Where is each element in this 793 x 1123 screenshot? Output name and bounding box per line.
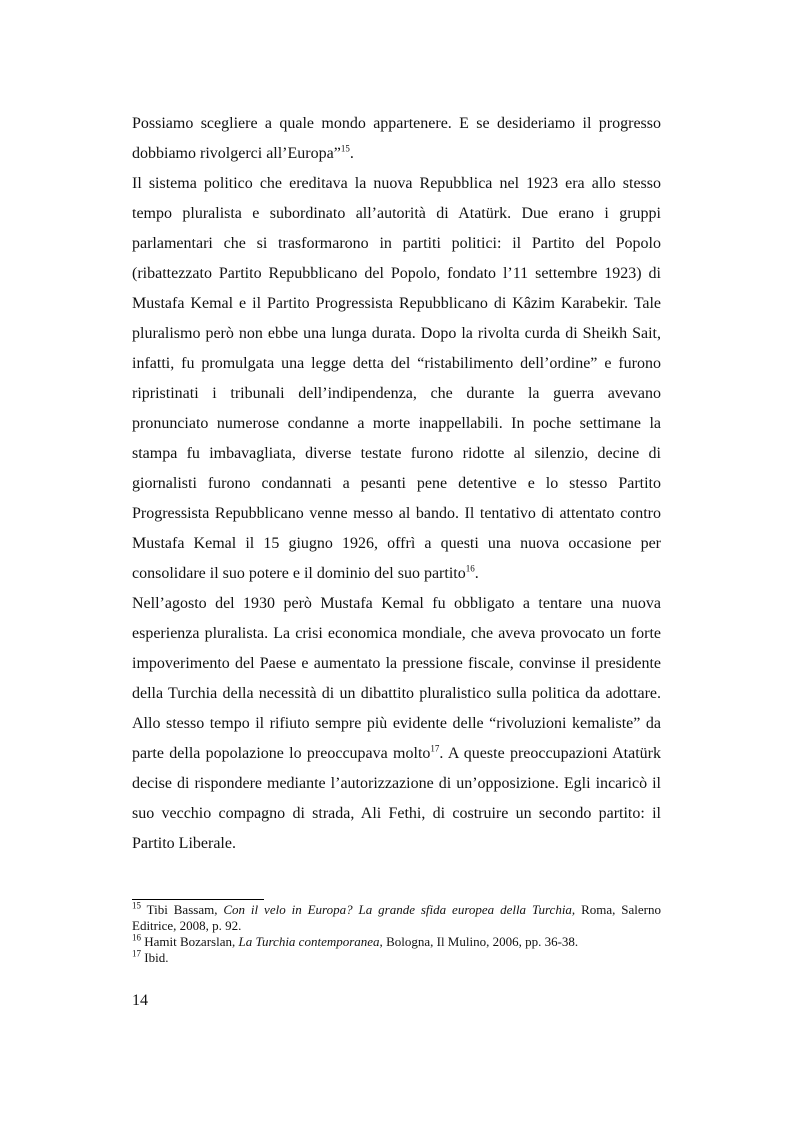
body-text bbox=[132, 109, 661, 859]
paragraph-3-text: Nell’agosto del 1930 però Mustafa Kemal fu obbligato a tentare una nuova esperienza pluralista. La crisi economica mondiale, che aveva provocato un forte impoverimento del Paese e aumentato la pressione fiscale, convinse il presidente della Turchia della necessità di un dibattito pluralistico sulla politica da adottare. Allo stesso tempo il rifiuto sempre più evidente delle “rivoluzioni kemaliste” da parte della popolazione lo preoccupava molto bbox=[132, 595, 661, 762]
paragraph-2 bbox=[132, 169, 661, 589]
footnote-author: Tibi Bassam, bbox=[141, 902, 224, 917]
paragraph-1 bbox=[132, 109, 661, 169]
footnote-ref-17: 17 bbox=[430, 743, 440, 754]
footnote-number: 17 bbox=[132, 948, 141, 959]
footnote-16 bbox=[132, 934, 661, 950]
footnote-number: 16 bbox=[132, 932, 141, 943]
paragraph-1-text: Possiamo scegliere a quale mondo appartenere. E se desideriamo il progresso dobbiamo rivolgerci all’Europa” bbox=[132, 115, 661, 162]
paragraph-3 bbox=[132, 589, 661, 859]
footnote-title: La Turchia contemporanea, bbox=[238, 934, 383, 949]
paragraph-1-end: . bbox=[349, 145, 354, 162]
paragraph-2-text: Il sistema politico che ereditava la nuova Repubblica nel 1923 era allo stesso tempo pluralista e subordinato all’autorità di Atatürk. Due erano i gruppi parlamentari che si trasformarono in partiti politici: il Partito del Popolo (ribattezzato Partito Repubblicano del Popolo, fondato l’11 settembre 1923) di Mustafa Kemal e il Partito Progressista Repubblicano di Kâzim Karabekir. Tale pluralismo però non ebbe una lunga durata. Dopo la rivolta curda di Sheikh Sait, infatti, fu promulgata una legge detta del “ristabilimento dell’ordine” e furono ripristinati i tribunali dell’indipendenza, che durante la guerra avevano pronunciato numerose condanne a morte inappellabili. In poche settimane la stampa fu imbavagliata, diverse testate furono ridotte al silenzio, decine di giornalisti furono condannati a pesanti pene detentive e lo stesso Partito Progressista Repubblicano venne messo al bando. Il tentativo di attentato contro Mustafa Kemal il 15 giugno 1926, offrì a questi una nuova occasione per consolidare il suo potere e il dominio del suo partito bbox=[132, 175, 661, 582]
footnote-title: Con il velo in Europa? La grande sfida europea della Turchia, bbox=[223, 902, 576, 917]
footnote-ref-15: 15 bbox=[340, 143, 350, 154]
footnote-number: 15 bbox=[132, 900, 141, 911]
footnotes bbox=[132, 902, 661, 966]
footnote-15 bbox=[132, 902, 661, 934]
footnote-17 bbox=[132, 950, 661, 966]
paragraph-3-end: . A queste preoccupazioni Atatürk decise di rispondere mediante l’autorizzazione di un’opposizione. Egli incaricò il suo vecchio compagno di strada, Ali Fethi, di costruire un secondo partito: il Partito Liberale. bbox=[132, 745, 661, 852]
paragraph-2-end: . bbox=[474, 565, 479, 582]
footnote-ref-16: 16 bbox=[465, 563, 475, 574]
footnote-author: Ibid. bbox=[141, 950, 169, 965]
footnote-author: Hamit Bozarslan, bbox=[141, 934, 239, 949]
page-number: 14 bbox=[132, 992, 148, 1009]
footnote-publication: Bologna, Il Mulino, 2006, pp. 36-38. bbox=[382, 934, 579, 949]
footnote-separator bbox=[132, 899, 264, 900]
footnote-publication: Roma, Salerno Editrice, 2008, p. 92. bbox=[132, 902, 661, 933]
